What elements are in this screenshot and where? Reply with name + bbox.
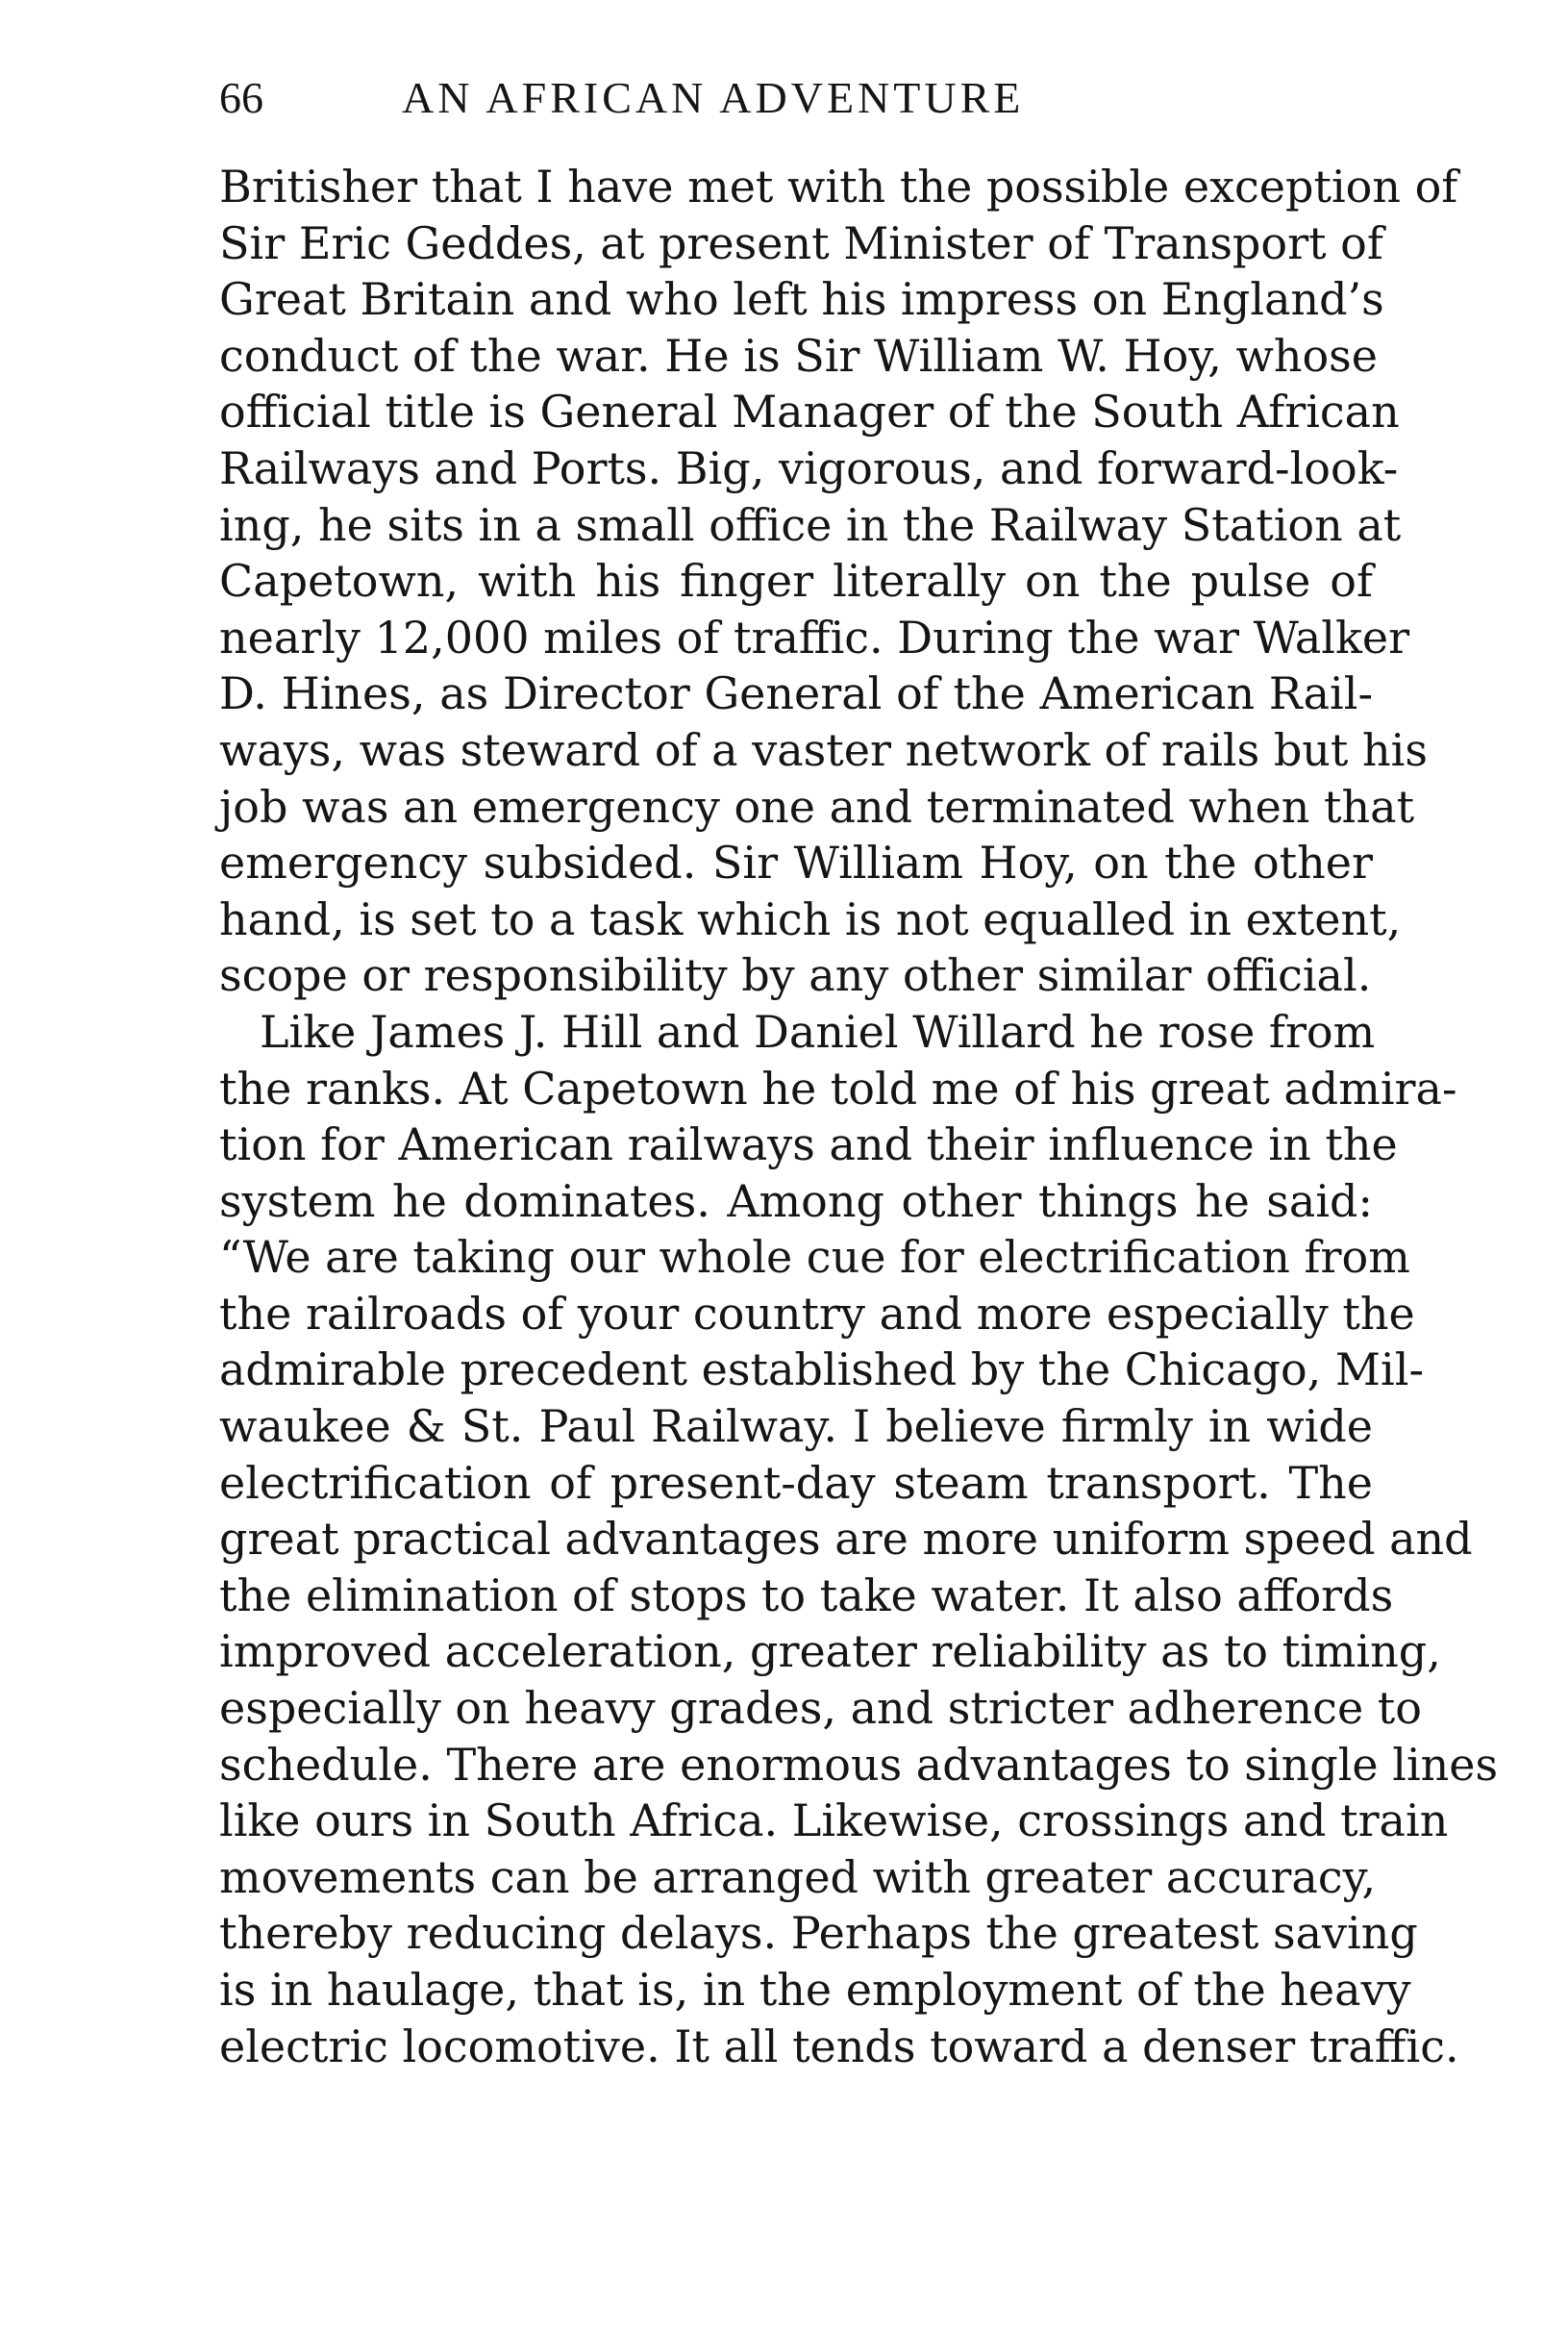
text-line: scope or responsibility by any other similar official. [219, 949, 1372, 1002]
text-line: nearly 12,000 miles of traffic. During the war Walker [219, 611, 1410, 664]
text-line: especially on heavy grades, and stricter adherence to [219, 1682, 1422, 1735]
text-line: improved acceleration, greater reliability as to timing, [219, 1625, 1441, 1678]
text-line: admirable precedent established by the Chicago, Mil- [219, 1343, 1424, 1396]
text-line: like ours in South Africa. Likewise, crossings and train [219, 1794, 1449, 1847]
text-line: emergency subsided. Sir William Hoy, on the other [219, 837, 1373, 890]
text-line: D. Hines, as Director General of the American Rail- [219, 667, 1373, 720]
text-line: waukee & St. Paul Railway. I believe firmly in wide [219, 1400, 1373, 1453]
text-line: job was an emergency one and terminated when that [219, 780, 1415, 833]
text-line: electric locomotive. It all tends toward a denser traffic. [219, 2019, 1459, 2072]
running-head [219, 69, 1382, 127]
text-line: the elimination of stops to take water. It also affords [219, 1568, 1394, 1621]
running-title: AN AFRICAN ADVENTURE [402, 73, 1025, 122]
text-line: “We are taking our whole cue for electrification from [219, 1231, 1410, 1284]
body-text [219, 159, 1499, 2074]
text-line: tion for American railways and their influence in the [219, 1118, 1398, 1171]
text-line: ways, was steward of a vaster network of rails but his [219, 723, 1428, 776]
text-line: thereby reducing delays. Perhaps the greatest saving [219, 1907, 1418, 1960]
text-line: system he dominates. Among other things he said: [219, 1174, 1373, 1227]
text-line: is in haulage, that is, in the employment of the heavy [219, 1964, 1411, 2016]
text-line: Railways and Ports. Big, vigorous, and forward-look- [219, 441, 1399, 494]
text-line: hand, is set to a task which is not equalled in extent, [219, 892, 1402, 945]
text-line: movements can be arranged with greater accuracy, [219, 1850, 1377, 1903]
text-line: electrification of present-day steam transport. The [219, 1456, 1373, 1509]
text-line: ing, he sits in a small office in the Railway Station at [219, 498, 1402, 551]
text-line: schedule. There are enormous advantages to single lines [219, 1738, 1499, 1791]
page-number: 66 [219, 73, 263, 122]
text-line: conduct of the war. He is Sir William W. Hoy, whose [219, 329, 1378, 382]
text-line: Sir Eric Geddes, at present Minister of Transport of [219, 216, 1383, 269]
text-line: Great Britain and who left his impress on England’s [219, 273, 1384, 326]
text-line: Like James J. Hill and Daniel Willard he rose from [260, 1005, 1376, 1058]
text-line: the railroads of your country and more especially the [219, 1287, 1415, 1340]
text-line: Britisher that I have met with the possible exception of [219, 161, 1458, 213]
text-line: Capetown, with his finger literally on the pulse of [219, 555, 1373, 608]
text-line: the ranks. At Capetown he told me of his great admira- [219, 1062, 1457, 1115]
text-line: great practical advantages are more uniform speed and [219, 1513, 1473, 1566]
text-line: official title is General Manager of the South African [219, 386, 1400, 439]
